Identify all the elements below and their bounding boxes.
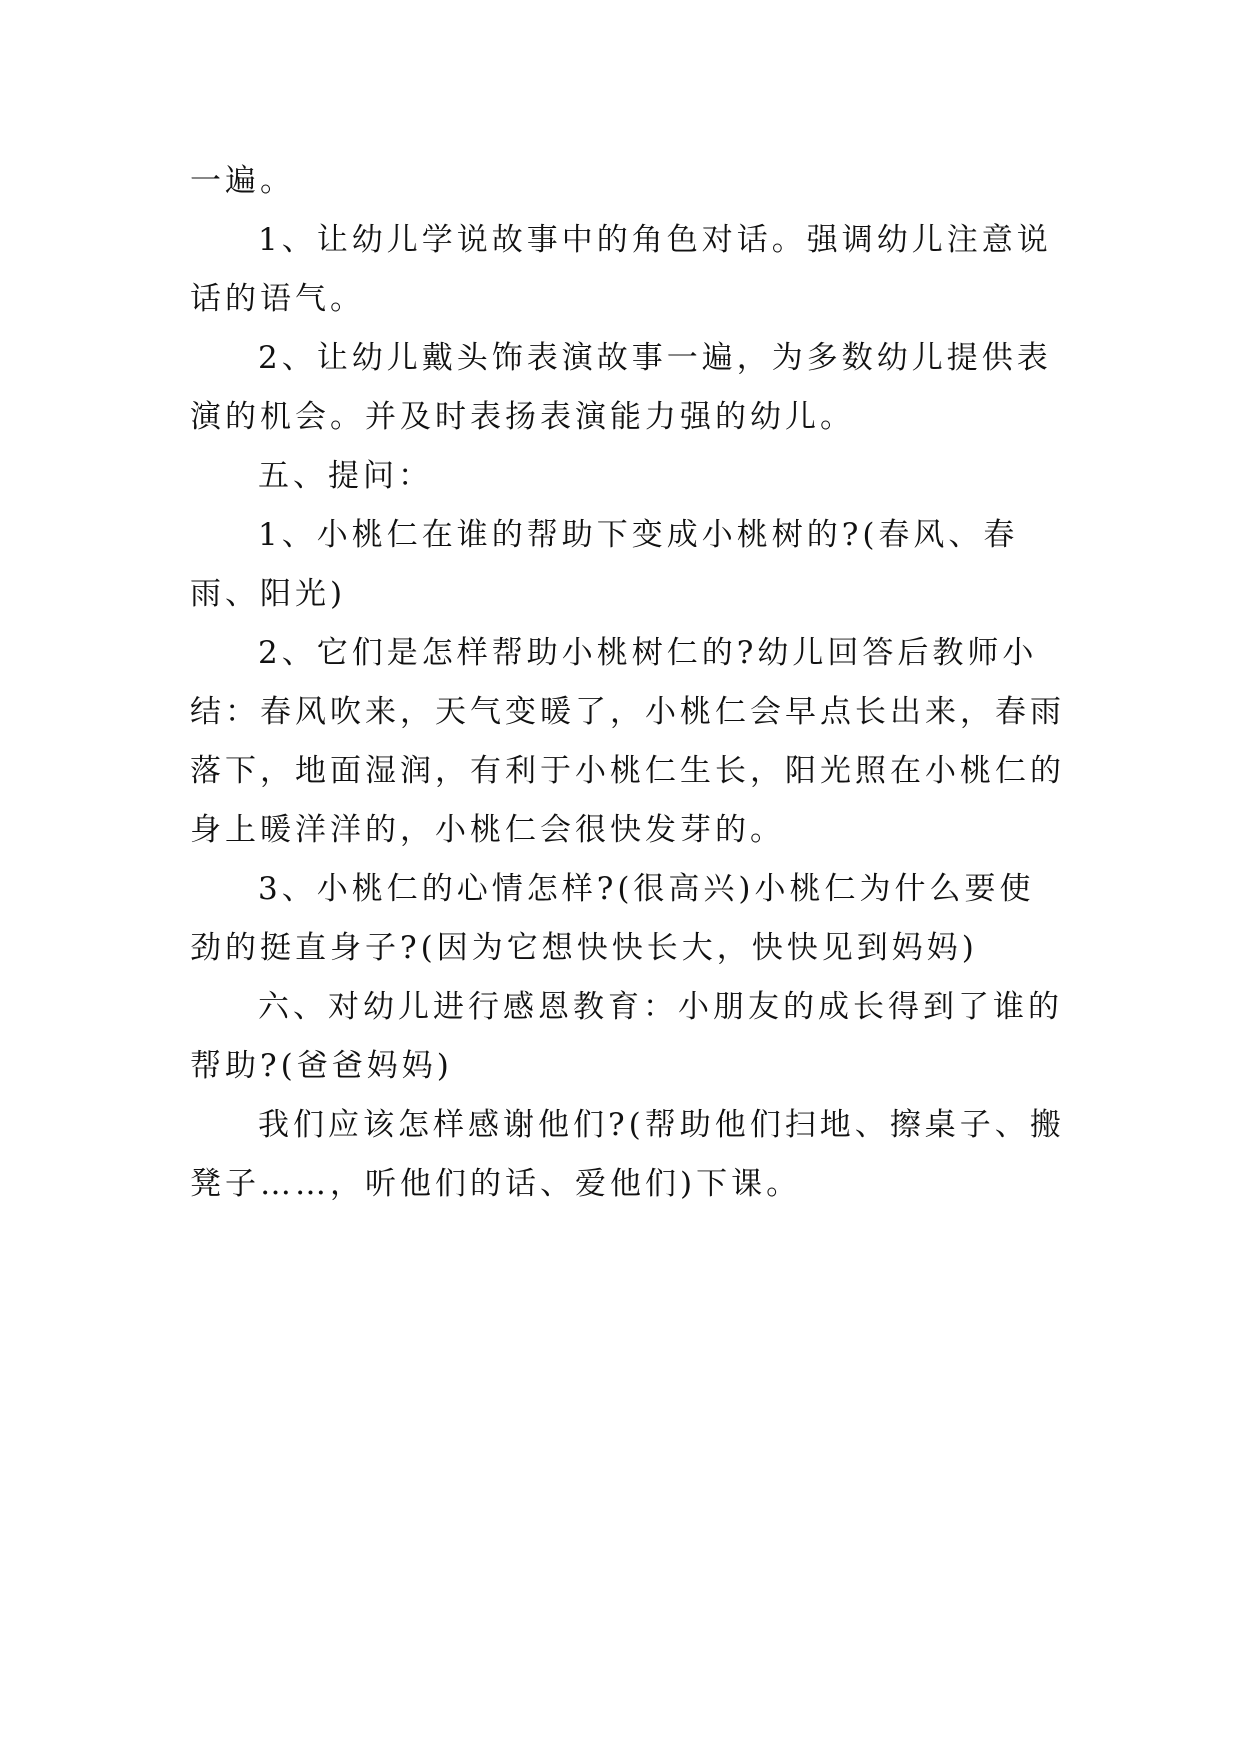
paragraph-question-1: 1、小桃仁在谁的帮助下变成小桃树的?(春风、春雨、阳光)	[190, 517, 1019, 612]
paragraph-question-2: 2、它们是怎样帮助小桃树仁的?幼儿回答后教师小结：春风吹来，天气变暖了，小桃仁会早点长出来，春雨落下，地面湿润，有利于小桃仁生长，阳光照在小桃仁的身上暖洋洋的，小桃仁会很快发芽的。	[190, 635, 1065, 848]
paragraph-step-1: 1、让幼儿学说故事中的角色对话。强调幼儿注意说话的语气。	[190, 222, 1052, 317]
section-heading-gratitude: 六、对幼儿进行感恩教育：小朋友的成长得到了谁的帮助?(爸爸妈妈)	[190, 989, 1063, 1084]
document-body	[190, 152, 1065, 1214]
paragraph-step-2: 2、让幼儿戴头饰表演故事一遍，为多数幼儿提供表演的机会。并及时表扬表演能力强的幼儿。	[190, 340, 1052, 435]
section-heading-questions: 五、提问：	[258, 458, 433, 494]
paragraph-gratitude: 我们应该怎样感谢他们?(帮助他们扫地、擦桌子、搬凳子……，听他们的话、爱他们)下课。	[190, 1107, 1065, 1202]
paragraph-question-3: 3、小桃仁的心情怎样?(很高兴)小桃仁为什么要使劲的挺直身子?(因为它想快快长大，快快见到妈妈)	[190, 871, 1035, 966]
paragraph-continuation: 一遍。	[190, 163, 295, 199]
